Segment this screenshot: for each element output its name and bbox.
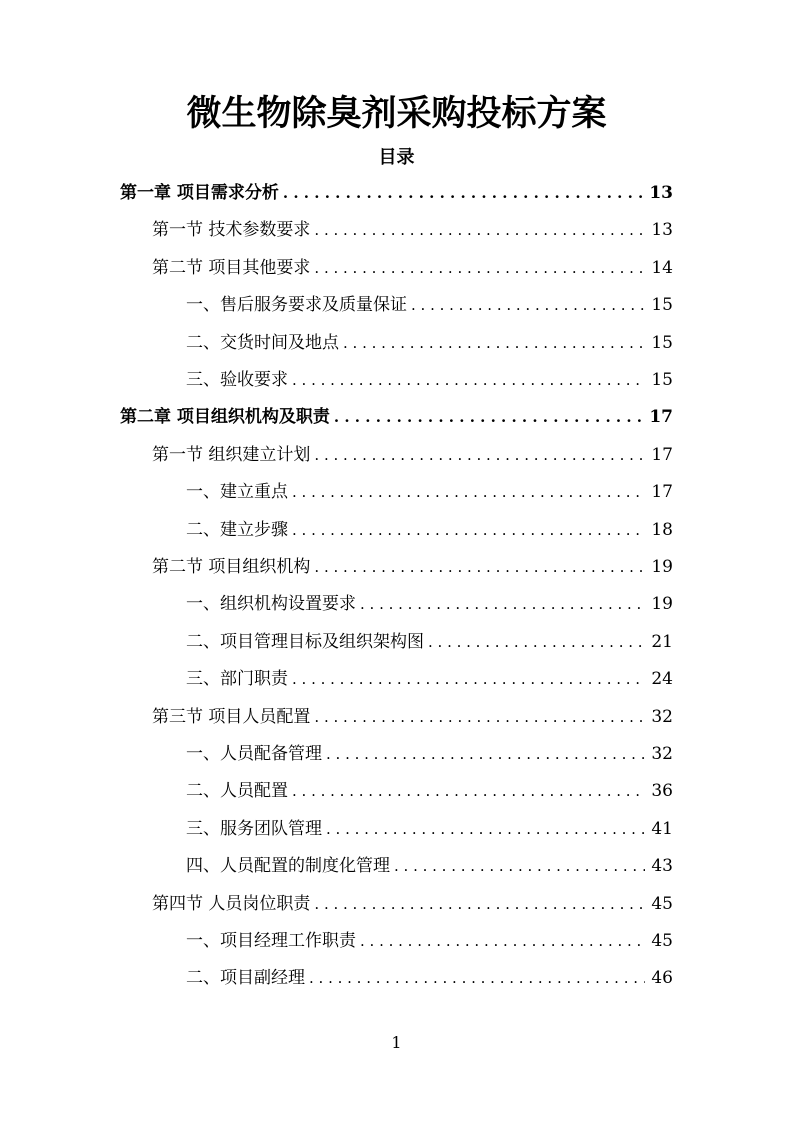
toc-entry[interactable]: [186, 362, 673, 399]
toc-entry-label: 第三节 项目人员配置: [152, 706, 311, 727]
toc-entry[interactable]: [152, 549, 673, 586]
toc-heading: 目录: [378, 147, 415, 168]
toc-entry[interactable]: [186, 325, 673, 362]
toc-entry-page: 14: [651, 257, 673, 278]
toc-entry-page: 15: [651, 370, 673, 390]
toc-dot-leader: [394, 848, 645, 885]
toc-entry-page: 32: [651, 706, 673, 727]
toc-entry-label: 四、人员配置的制度化管理: [186, 856, 390, 877]
toc-entry-label: 第二章 项目组织机构及职责: [120, 407, 330, 428]
toc-dot-leader: [292, 512, 645, 549]
toc-entry[interactable]: [186, 624, 673, 661]
toc-dot-leader: [334, 399, 645, 436]
toc-dot-leader: [343, 325, 645, 362]
toc-entry-page: 13: [649, 183, 673, 203]
toc-entry-label: 第一节 技术参数要求: [152, 220, 311, 241]
toc-entry-label: 二、交货时间及地点: [186, 332, 339, 353]
toc-entry[interactable]: [186, 661, 673, 698]
toc-entry[interactable]: [120, 399, 673, 436]
toc-entry-page: 45: [651, 931, 673, 951]
toc-entry[interactable]: [186, 736, 673, 773]
page-number: 1: [391, 1033, 402, 1052]
toc-entry-label: 一、建立重点: [186, 482, 288, 503]
toc-entry-page: 15: [651, 332, 673, 353]
toc-entry[interactable]: [186, 811, 673, 848]
toc-entry-label: 三、部门职责: [186, 669, 288, 690]
toc-dot-leader: [292, 362, 645, 399]
toc-dot-leader: [292, 661, 645, 698]
toc-dot-leader: [283, 175, 645, 212]
toc-dot-leader: [292, 773, 645, 810]
toc-entry-label: 第二节 项目组织机构: [152, 557, 311, 577]
toc-entry-page: 19: [651, 557, 673, 577]
toc-entry[interactable]: [152, 886, 673, 923]
toc-entry[interactable]: [152, 212, 673, 249]
toc-entry-label: 二、人员配置: [186, 781, 288, 802]
toc-entry-page: 18: [651, 519, 673, 540]
toc-dot-leader: [309, 960, 645, 997]
toc-entry[interactable]: [186, 960, 673, 997]
toc-entry-label: 二、项目副经理: [186, 968, 305, 989]
toc-entry[interactable]: [186, 923, 673, 960]
toc-entry-page: 45: [651, 893, 673, 914]
toc-entry-page: 13: [651, 220, 673, 241]
toc-entry[interactable]: [186, 287, 673, 324]
toc-entry-page: 21: [651, 631, 673, 652]
toc-entry-label: 二、建立步骤: [186, 519, 288, 540]
toc-entry-page: 32: [651, 744, 673, 764]
toc-entry-page: 46: [651, 968, 673, 989]
toc-entry[interactable]: [186, 773, 673, 810]
toc-entry-label: 第四节 人员岗位职责: [152, 893, 311, 914]
toc-dot-leader: [314, 212, 645, 249]
toc-entry-label: 第一章 项目需求分析: [120, 183, 279, 203]
toc-dot-leader: [314, 699, 645, 736]
toc-entry[interactable]: [186, 474, 673, 511]
toc-entry-label: 一、售后服务要求及质量保证: [186, 295, 407, 316]
toc-dot-leader: [314, 549, 645, 586]
toc-entry-label: 三、服务团队管理: [186, 818, 322, 839]
toc-entry-page: 17: [649, 407, 673, 428]
toc-entry[interactable]: [120, 175, 673, 212]
toc-entry-label: 二、项目管理目标及组织架构图: [186, 631, 424, 652]
toc-dot-leader: [428, 624, 645, 661]
toc-entry-page: 36: [651, 781, 673, 802]
toc-entry-label: 第一节 组织建立计划: [152, 444, 311, 465]
toc-dot-leader: [326, 811, 645, 848]
toc-entry-label: 一、组织机构设置要求: [186, 594, 356, 615]
toc-entry-page: 19: [651, 594, 673, 615]
toc-entry-page: 24: [651, 669, 673, 690]
toc-dot-leader: [326, 736, 645, 773]
toc-dot-leader: [292, 474, 645, 511]
toc-entry-label: 一、项目经理工作职责: [186, 931, 356, 951]
toc-dot-leader: [360, 586, 645, 623]
toc-entry[interactable]: [152, 250, 673, 287]
toc-entry-label: 一、人员配备管理: [186, 744, 322, 764]
toc-entry-page: 17: [651, 482, 673, 503]
toc-entry-page: 41: [651, 818, 673, 839]
toc-entry[interactable]: [152, 437, 673, 474]
toc-entry-page: 17: [651, 444, 673, 465]
toc-entry[interactable]: [186, 586, 673, 623]
toc-entry-label: 第二节 项目其他要求: [152, 257, 311, 278]
toc-entry-page: 43: [651, 856, 673, 877]
toc-dot-leader: [411, 287, 645, 324]
document-title: 微生物除臭剂采购投标方案: [186, 93, 607, 134]
toc-entry-page: 15: [651, 295, 673, 316]
toc-entry[interactable]: [152, 699, 673, 736]
toc-dot-leader: [314, 886, 645, 923]
toc-dot-leader: [360, 923, 645, 960]
toc-entry[interactable]: [186, 512, 673, 549]
toc-dot-leader: [314, 437, 645, 474]
toc-entry-label: 三、验收要求: [186, 370, 288, 390]
toc-dot-leader: [314, 250, 645, 287]
toc-entry[interactable]: [186, 848, 673, 885]
